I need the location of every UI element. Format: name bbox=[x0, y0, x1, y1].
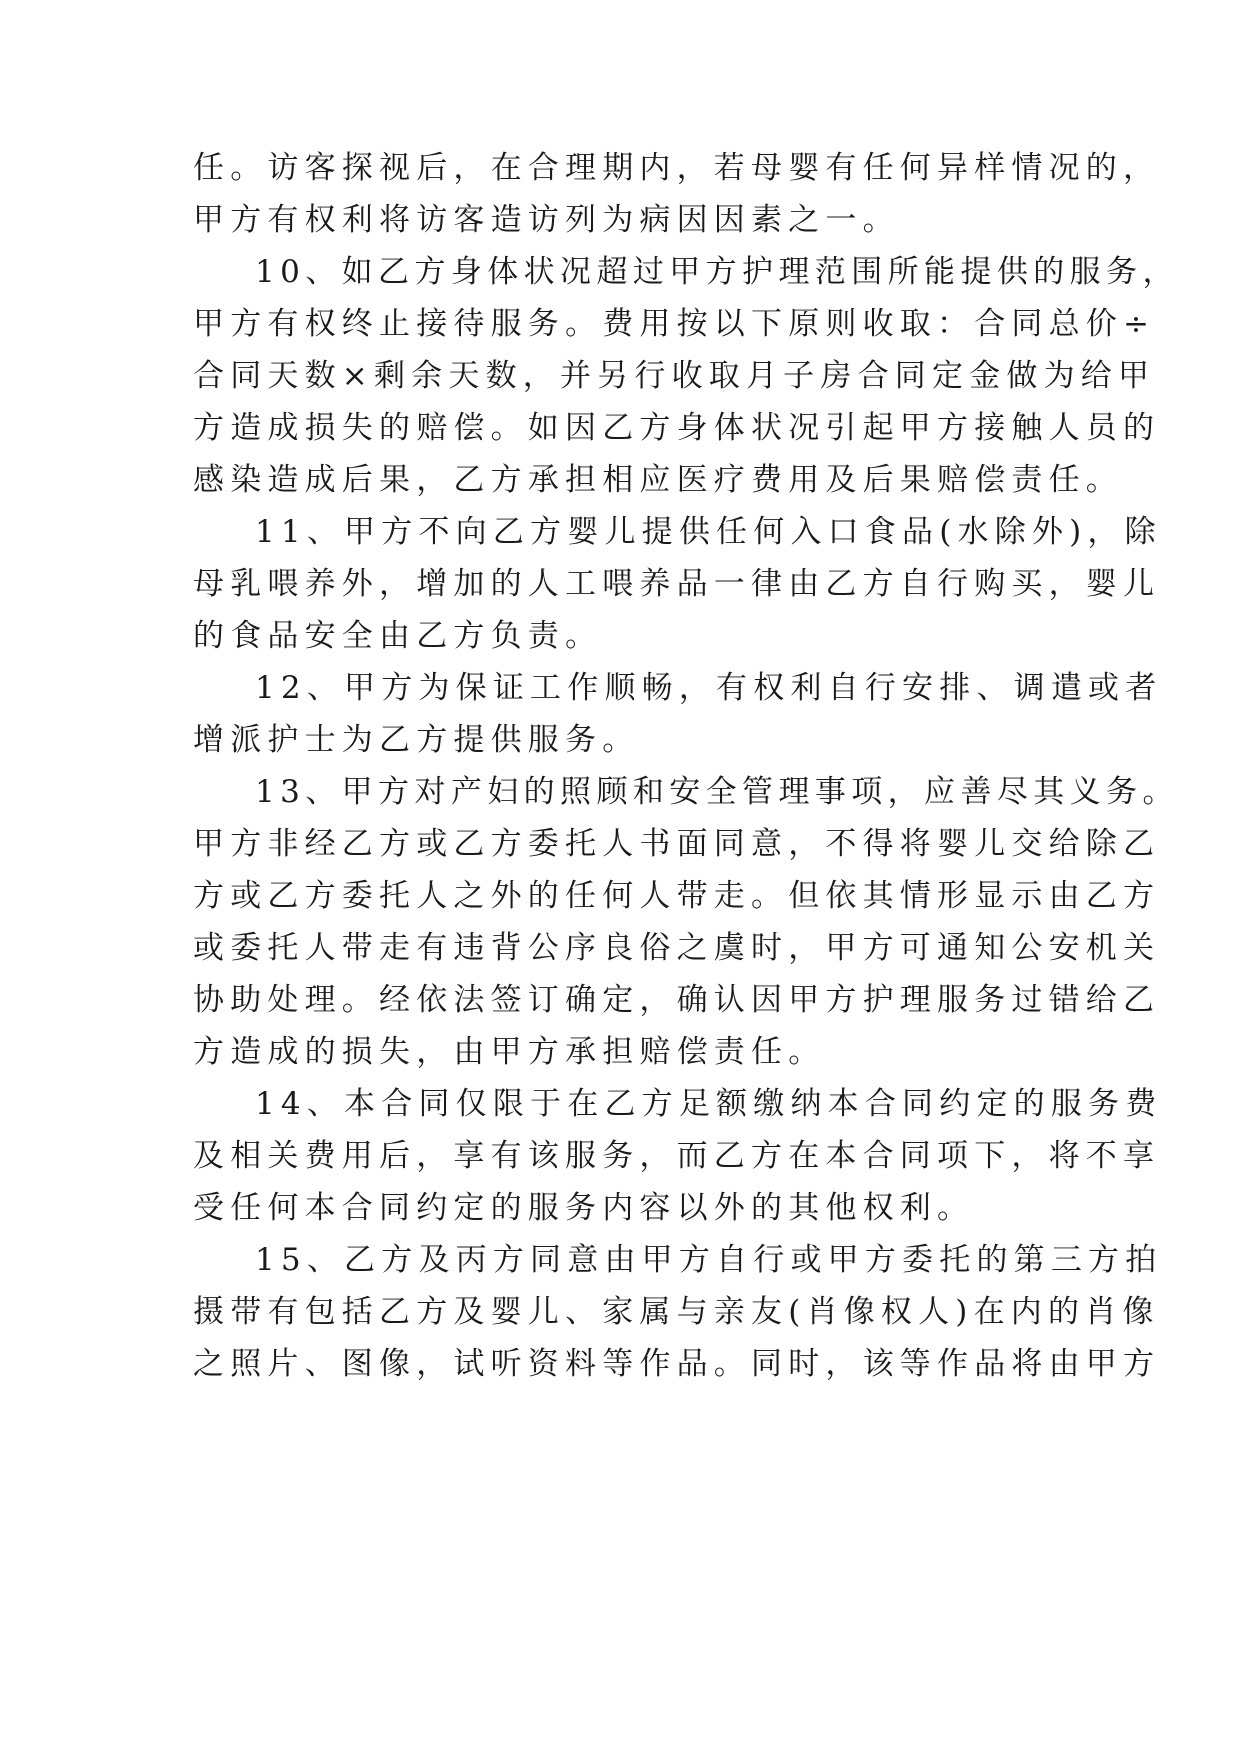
text-line: 甲方有权利将访客造访列为病因因素之一。 bbox=[193, 202, 900, 238]
text-line: 受任何本合同约定的服务内容以外的其他权利。 bbox=[193, 1190, 975, 1226]
text-line: 感染造成后果，乙方承担相应医疗费用及后果赔偿责任。 bbox=[193, 462, 1123, 498]
text-line: 协助处理。经依法签订确定，确认因甲方护理服务过错给乙 bbox=[193, 982, 1161, 1018]
clause-11-heading: 11、甲方不向乙方婴儿提供任何入口食品(水除外)，除 bbox=[255, 514, 1162, 550]
text-line: 甲方有权终止接待服务。费用按以下原则收取：合同总价÷ bbox=[193, 306, 1156, 342]
text-line: 甲方非经乙方或乙方委托人书面同意，不得将婴儿交给除乙 bbox=[193, 826, 1161, 862]
clause-13-heading: 13、甲方对产妇的照顾和安全管理事项，应善尽其义务。 bbox=[255, 774, 1179, 810]
text-line: 的食品安全由乙方负责。 bbox=[193, 618, 603, 654]
text-line: 方造成的损失，由甲方承担赔偿责任。 bbox=[193, 1034, 826, 1070]
text-line: 或委托人带走有违背公序良俗之虞时，甲方可通知公安机关 bbox=[193, 930, 1161, 966]
clause-14-heading: 14、本合同仅限于在乙方足额缴纳本合同约定的服务费 bbox=[255, 1086, 1163, 1122]
text-line: 增派护士为乙方提供服务。 bbox=[193, 722, 640, 758]
text-line: 母乳喂养外，增加的人工喂养品一律由乙方自行购买，婴儿 bbox=[193, 566, 1161, 602]
text-line: 任。访客探视后，在合理期内，若母婴有任何异样情况的， bbox=[193, 150, 1161, 186]
clause-15-heading: 15、乙方及丙方同意由甲方自行或甲方委托的第三方拍 bbox=[255, 1242, 1163, 1278]
text-line: 方造成损失的赔偿。如因乙方身体状况引起甲方接触人员的 bbox=[193, 410, 1161, 446]
clause-10-heading: 10、如乙方身体状况超过甲方护理范围所能提供的服务， bbox=[255, 254, 1179, 290]
text-line: 摄带有包括乙方及婴儿、家属与亲友(肖像权人)在内的肖像 bbox=[193, 1294, 1160, 1330]
text-line: 方或乙方委托人之外的任何人带走。但依其情形显示由乙方 bbox=[193, 878, 1161, 914]
text-line: 之照片、图像，试听资料等作品。同时，该等作品将由甲方 bbox=[193, 1346, 1161, 1382]
text-line: 及相关费用后，享有该服务，而乙方在本合同项下，将不享 bbox=[193, 1138, 1161, 1174]
clause-12-heading: 12、甲方为保证工作顺畅，有权利自行安排、调遣或者 bbox=[255, 670, 1163, 706]
text-line: 合同天数×剩余天数，并另行收取月子房合同定金做为给甲 bbox=[193, 358, 1156, 394]
